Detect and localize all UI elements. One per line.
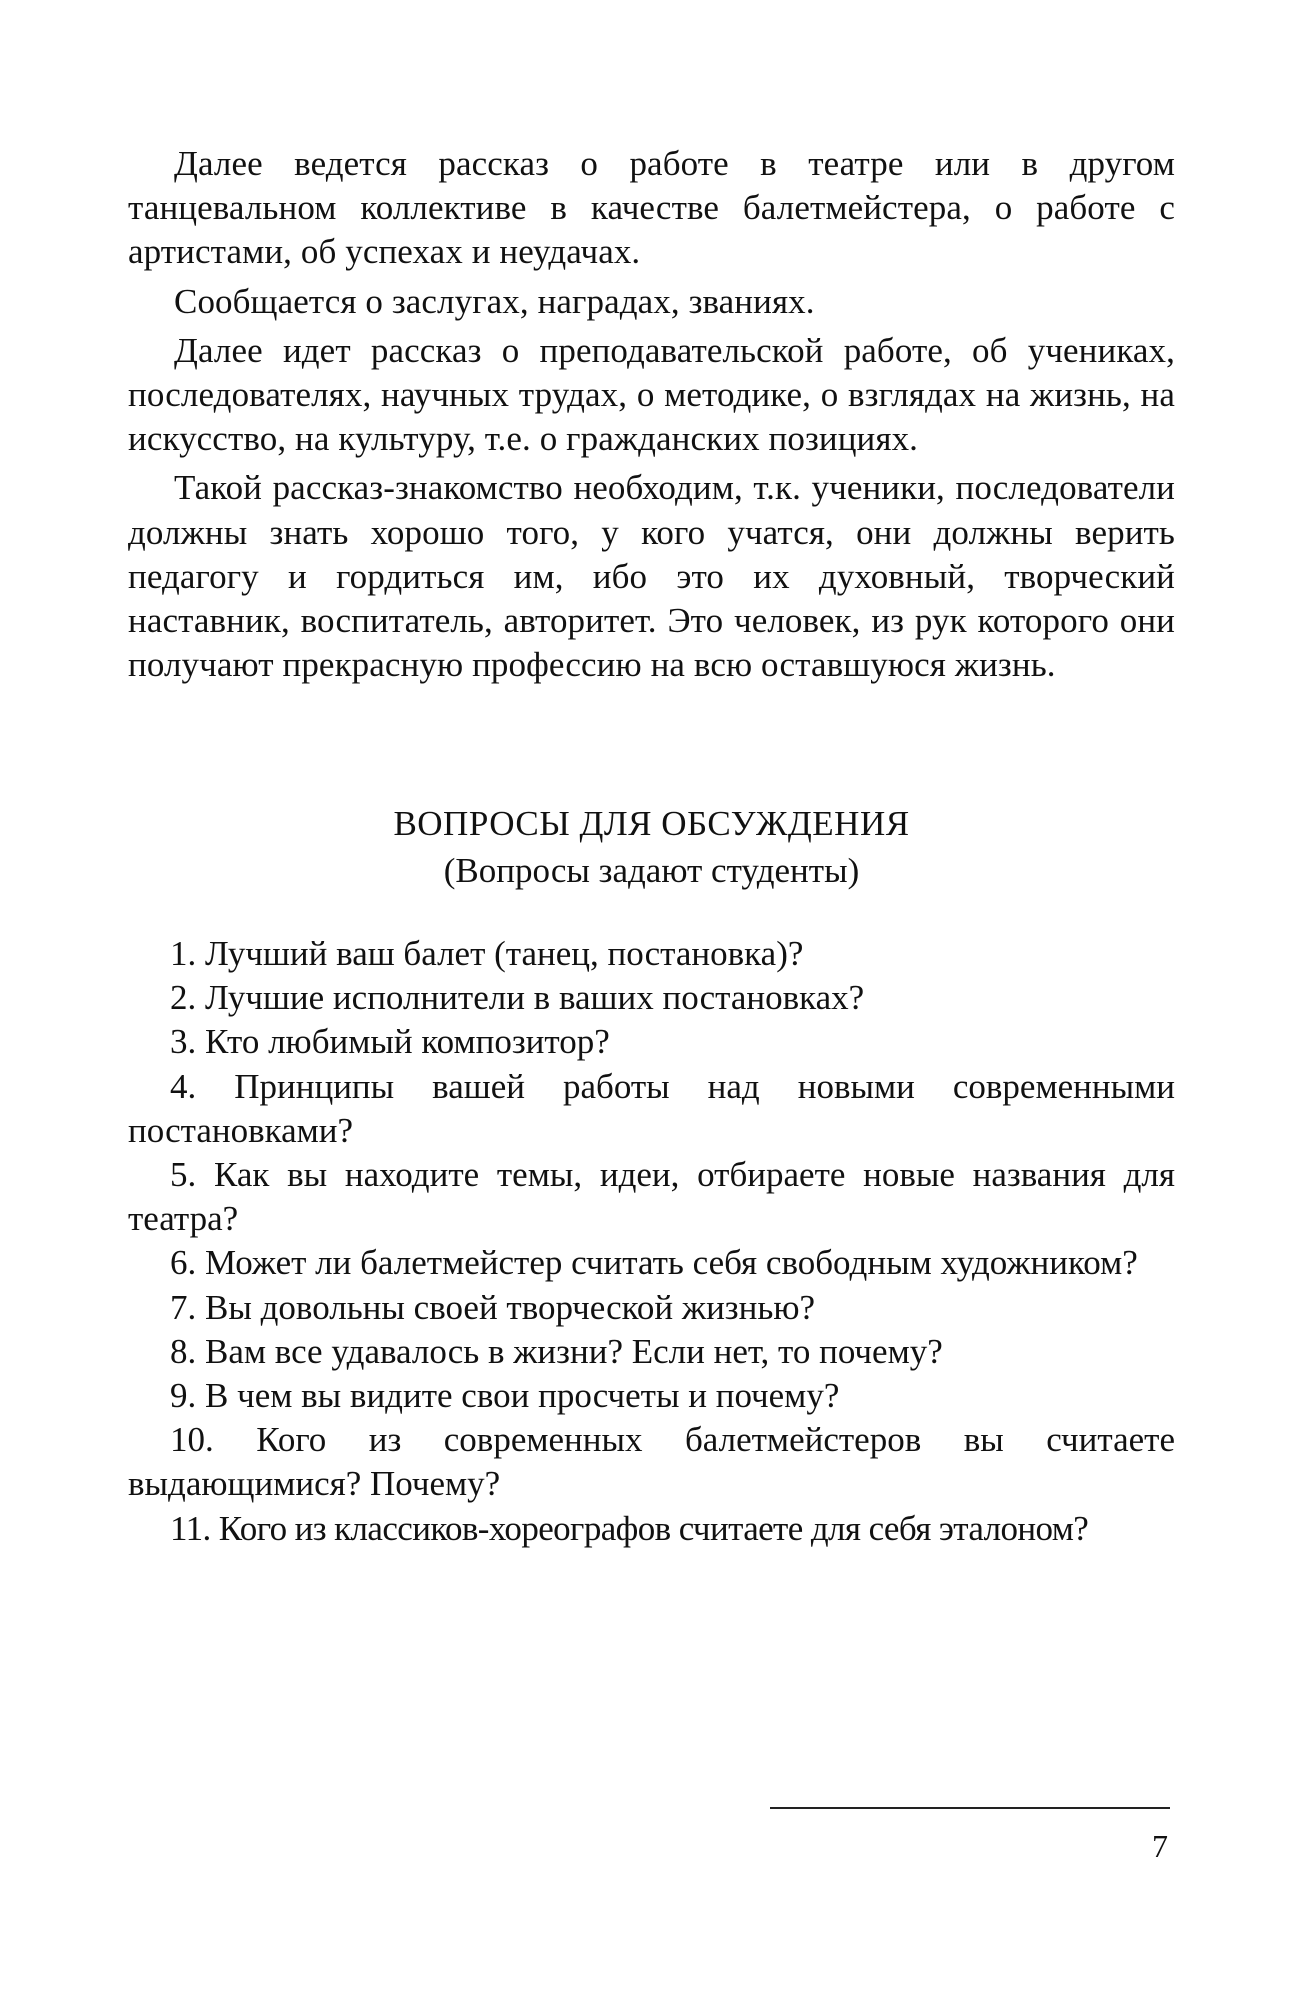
list-item: 1. Лучший ваш балет (танец, постановка)? — [170, 934, 804, 973]
paragraph-acquaintance: Такой рассказ-знакомство необходим, т.к. ученики, последователи должны знать хорошо того, у кого учатся, они должны верить педагогу и гордиться им, ибо это их духовный, творческий наставник, воспитатель, авторитет. Это человек, из рук которого они получают прекрасную профессию на всю оставшуюся жизнь. — [128, 468, 1175, 685]
paragraph-awards: Сообщается о заслугах, наградах, званиях. — [174, 281, 815, 321]
paragraph-choreographer-work: Далее ведется рассказ о работе в театре или в другом танцевальном коллективе в качестве балетмейстера, о работе с артистами, об успехах и неудачах. — [128, 144, 1175, 272]
list-item: 9. В чем вы видите свои просчеты и почему? — [170, 1376, 840, 1416]
page-number: 7 — [1152, 1828, 1168, 1864]
list-item: 5. Как вы находите темы, идеи, отбираете новые названия для театра? — [128, 1155, 1175, 1239]
list-item: 2. Лучшие исполнители в ваших постановках? — [170, 978, 865, 1018]
body-text — [128, 142, 1175, 687]
list-item: 6. Может ли балетмейстер считать себя свободным художником? — [170, 1243, 1138, 1283]
list-item: 7. Вы довольны своей творческой жизнью? — [170, 1287, 816, 1327]
section-title: ВОПРОСЫ ДЛЯ ОБСУЖДЕНИЯ — [393, 804, 910, 843]
list-item: 8. Вам все удавалось в жизни? Если нет, то почему? — [170, 1331, 943, 1371]
list-item: 10. Кого из современных балетмейстеров вы считаете выдающимися? Почему? — [128, 1420, 1175, 1504]
footer-rule — [770, 1807, 1170, 1809]
list-item: 11. Кого из классиков-хореографов считаете для себя эталоном? — [170, 1508, 1089, 1548]
list-item: 3. Кто любимый композитор? — [170, 1022, 610, 1062]
section-heading — [128, 802, 1175, 893]
section-subtitle: (Вопросы задают студенты) — [443, 851, 860, 890]
paragraph-teaching: Далее идет рассказ о преподавательской работе, об учениках, последователях, научных трудах, о методике, о взглядах на жизнь, на искусство, на культуру, т.е. о гражданских позициях. — [128, 330, 1175, 459]
questions-list — [128, 932, 1175, 1551]
list-item: 4. Принципы вашей работы над новыми современными постановками? — [128, 1066, 1175, 1150]
